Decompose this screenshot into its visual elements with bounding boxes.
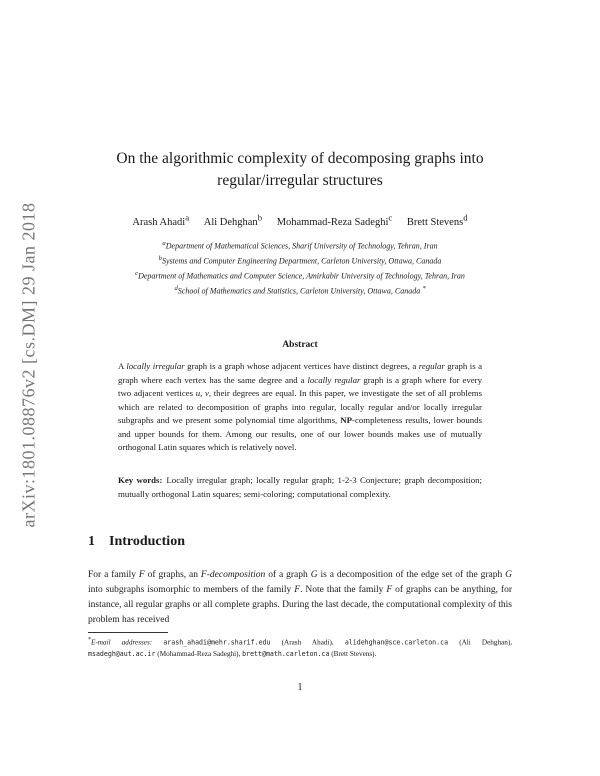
affiliation: $^d$School of Mathematics and Statistics, Carleton University, Ottawa, Canada * — [174, 285, 426, 297]
arxiv-id-text: arXiv:1801.08876v2 [cs.DM] 29 Jan 2018 — [18, 202, 39, 528]
keywords-text: Locally irregular graph; locally regular graph; 1-2-3 Conjecture; graph decomposition; mutually orthogonal Latin squares; semi-coloring; computational complexity. — [118, 475, 482, 499]
email-link[interactable]: brett@math.carleton.ca — [242, 650, 330, 659]
footnote: *E-mail addresses: arash_ahadi@mehr.sharif.edu (Arash Ahadi), alidehghan@sce.carleton.ca (Ali Dehghan), msadegh@aut.ac.ir (Mohammad-Reza Sadeghi), brett@math.carleton.ca (Brett Stevens). — [88, 637, 513, 659]
keywords — [118, 474, 482, 501]
affiliation: $^b$Systems and Computer Engineering Department, Carleton University, Ottawa, Canada — [158, 255, 442, 266]
email-link[interactable]: alidehghan@sce.carleton.ca — [344, 638, 449, 647]
author-list — [80, 212, 520, 228]
footnote-divider — [88, 632, 168, 633]
arxiv-identifier-stamp — [4, 180, 54, 550]
affiliation: $^c$Department of Mathematics and Computer Science, Amirkabir University of Technology, Tehran, Iran — [135, 270, 465, 281]
page-number: 1 — [297, 682, 303, 693]
title-line-2: regular/irregular structures — [217, 172, 383, 189]
affiliations — [80, 238, 520, 299]
email-link[interactable]: arash_ahadi@mehr.sharif.edu — [163, 638, 271, 647]
footnote-label: E-mail addresses: — [91, 638, 153, 647]
email-link[interactable]: msadegh@aut.ac.ir — [88, 650, 156, 659]
title-line-1: On the algorithmic complexity of decomposing graphs into — [116, 150, 484, 167]
introduction-paragraph: For a family F of graphs, an F-decomposition of a graph G is a decomposition of the edge set of the graph G into subgraphs isomorphic to members of the family F. Note that the family F of graphs can be anything, for instance, all regular graphs or all complete graphs. During the last decade, the computational complexity of this problem has received — [88, 570, 513, 625]
author: Brett Stevens$^d$ — [406, 212, 468, 228]
abstract-heading: Abstract — [282, 340, 318, 350]
paper-title — [80, 148, 520, 192]
keywords-label: Key words: — [118, 475, 163, 485]
author: Arash Ahadi$^a$ — [132, 212, 190, 228]
affiliation: $^a$Department of Mathematical Sciences, Sharif University of Technology, Tehran, Iran — [162, 240, 438, 251]
section-number: 1 — [88, 534, 95, 549]
section-title: Introduction — [109, 534, 185, 549]
author: Ali Dehghan$^b$ — [203, 212, 263, 228]
abstract-text: A locally irregular graph is a graph whose adjacent vertices have distinct degrees, a regular graph is a graph where each vertex has the same degree and a locally regular graph is a graph where for every two adjacent vertices u, v, their degrees are equal. In this paper, we investigate the set of all problems which are related to decomposition of graphs into regular, locally regular and/or locally irregular subgraphs and we present some polynomial time algorithms, NP-completeness results, lower bounds and upper bounds for them. Among our results, one of our lower bounds makes use of mutually orthogonal Latin squares which is relatively novel. — [118, 361, 483, 452]
author: Mohammad-Reza Sadeghi$^c$ — [276, 212, 393, 228]
section-heading — [88, 534, 185, 550]
